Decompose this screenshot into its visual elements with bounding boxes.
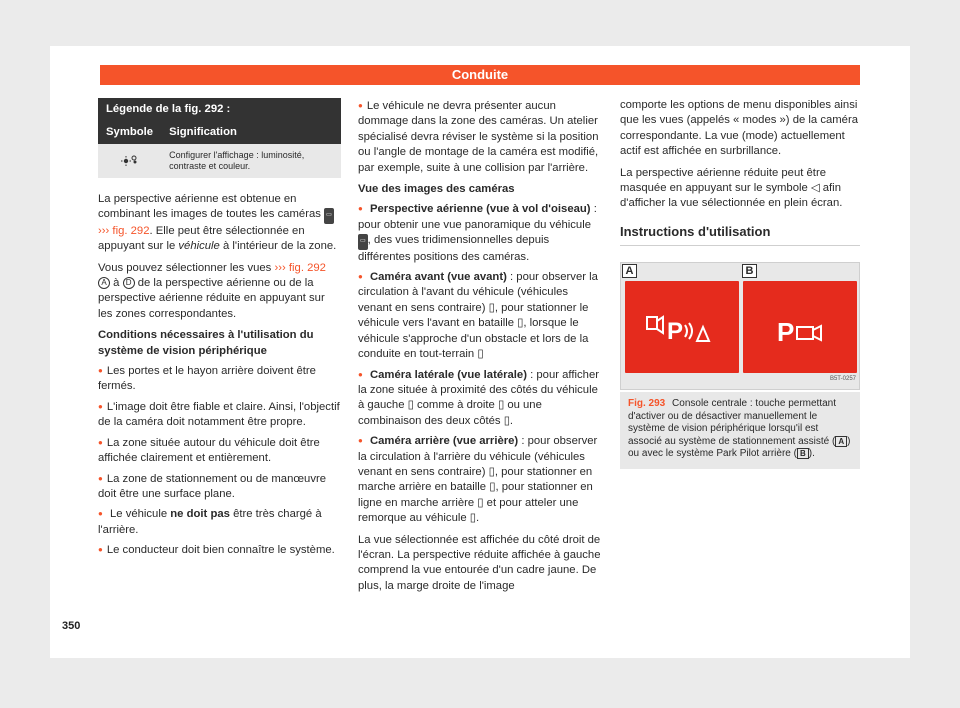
table-row (98, 144, 341, 178)
chapter-header: Conduite (100, 65, 860, 85)
list-item: ● Le véhicule ne doit pas être très chargé à l'arrière. (98, 506, 341, 538)
list-item: ● Le véhicule ne devra présenter aucun dommage dans la zone des caméras. Un atelier spécialisé devra réviser le système si la position ou l'angle de montage de la caméra est modifié, par exemple, suite à une collision par l'arrière. (358, 98, 601, 176)
list-item: ● Caméra latérale (vue latérale) : pour afficher la zone située à proximité des côtés du véhicule à gauche ▯ comme à droite ▯ ou une combinaison des deux côtés ▯. (358, 367, 601, 430)
svg-text:P: P (667, 318, 684, 346)
section-title: Instructions d'utilisation (620, 224, 860, 246)
figure-code: B5T-0257 (829, 375, 856, 382)
park-camera-icon (743, 281, 857, 373)
legend-table (98, 98, 341, 178)
column-middle (358, 98, 601, 600)
figure-label-a: A (622, 264, 637, 278)
paragraph: Vous pouvez sélectionner les vues ››› fig. 292 A à D de la perspective aérienne ou de la perspective aérienne réduite en appuyant sur les zones correspondantes. (98, 261, 326, 320)
park-pilot-button[interactable] (743, 281, 857, 373)
camera-icon: ▭ (358, 234, 368, 249)
back-arrow-icon: ◁ (810, 182, 820, 195)
page-number: 350 (62, 620, 81, 632)
paragraph: La perspective aérienne est obtenue en combinant les images de toutes les caméras ▭ ››› fig. 292. Elle peut être sélectionnée en appuyant sur le véhicule à l'intérieur de la zone. (98, 193, 337, 253)
list-item: ● Perspective aérienne (vue à vol d'oiseau) : pour obtenir une vue panoramique du véhicule ▭ , des vues tridimensionnelles depuis différentes positions des caméras. (358, 201, 601, 265)
list-item: ● Caméra arrière (vue arrière) : pour observer la circulation à l'arrière du véhicule (véhicules venant en sens contraire) ▯, pour stationner en marche arrière en bataille ▯, pour stationner en ligne en marche arrière ▯ et pour atteler une remorque au véhicule ▯. (358, 433, 601, 526)
settings-brightness-icon (98, 144, 161, 178)
callout-a: A (98, 277, 110, 289)
list-item: ● L'image doit être fiable et claire. Ainsi, l'objectif de la caméra doit notamment être propre. (98, 399, 341, 431)
camera-icon: ▭ (324, 208, 334, 223)
legend-col-meaning: Signification (161, 122, 341, 144)
park-assist-button[interactable] (625, 281, 739, 373)
legend-col-symbol: Symbole (98, 122, 161, 144)
legend-row-meaning: Configurer l'affichage : luminosité, contraste et couleur. (161, 144, 341, 178)
list-item: ● Les portes et le hayon arrière doivent être fermés. (98, 363, 341, 395)
column-left (98, 98, 341, 563)
figure-link[interactable]: ››› fig. 292 (98, 224, 150, 237)
section-heading: Vue des images des caméras (358, 183, 515, 196)
figure-293 (620, 262, 860, 390)
list-item: ● La zone de stationnement ou de manœuvre doit être une surface plane. (98, 471, 341, 503)
section-heading: Conditions nécessaires à l'utilisation du système de vision périphérique (98, 329, 314, 357)
paragraph: La vue sélectionnée est affichée du côté droit de l'écran. La perspective réduite affichée à gauche comprend la vue entourée d'un cadre jaune. De plus, la marge droite de l'image (358, 533, 601, 592)
svg-text:P: P (777, 317, 795, 348)
figure-link[interactable]: ››› fig. 292 (274, 261, 326, 274)
paragraph: comporte les options de menu disponibles ainsi que les vues (appelés « modes ») de la caméra correspondante. La vue (mode) actuellement actif est affichée en surbrillance. (620, 99, 858, 158)
list-item: ● Le conducteur doit bien connaître le système. (98, 542, 341, 558)
list-item: ● Caméra avant (vue avant) : pour observer la circulation à l'avant du véhicule (véhicules venant en sens contraire) ▯, pour stationner le véhicule vers l'avant en bataille ▯, lorsque le véhicule s'approche d'un obstacle et lors de la conduite en tout-terrain ▯ (358, 269, 601, 362)
list-item: ● La zone située autour du véhicule doit être affichée clairement et entièrement. (98, 435, 341, 467)
legend-caption: Légende de la fig. 292 : (98, 98, 341, 122)
paragraph: La perspective aérienne réduite peut être masquée en appuyant sur le symbole ◁ afin d'afficher la vue sélectionnée en plein écran. (620, 166, 843, 210)
park-assist-icon (625, 281, 739, 373)
callout-d: D (123, 277, 135, 289)
figure-caption: Fig. 293 Console centrale : touche permettant d'activer ou de désactiver manuellement le système de vision périphérique lorsqu'il est associé au système de stationnement assisté ( A ) ou avec le système Park Pilot arrière ( B ). (620, 392, 860, 469)
figure-label-b: B (742, 264, 757, 278)
column-right (620, 98, 860, 469)
